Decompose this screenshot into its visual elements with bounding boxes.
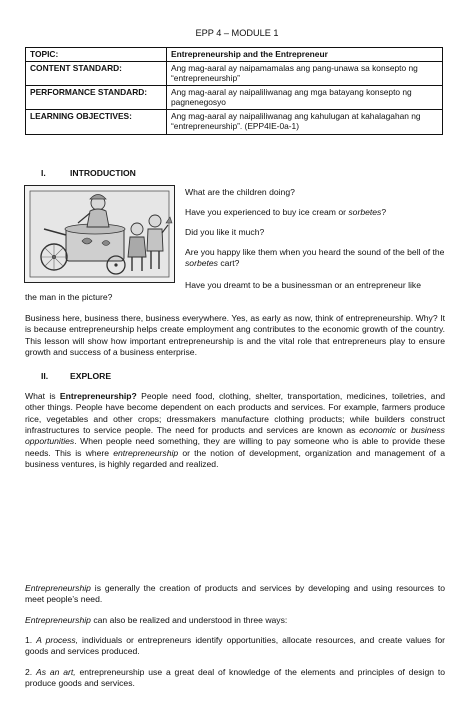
paragraph-text: What is	[25, 391, 60, 401]
content-standard-value: Ang mag-aaral ay naipamamalas ang pang-unawa sa konsepto ng “entrepreneurship”	[167, 62, 443, 86]
intro-question-3: Did you like it much?	[185, 227, 265, 237]
table-row	[26, 86, 443, 110]
list-item	[25, 667, 445, 690]
term-entrepreneurship: Entrepreneurship?	[59, 391, 137, 401]
section-title: INTRODUCTION	[70, 168, 136, 178]
module-info-table	[25, 47, 443, 135]
topic-value: Entrepreneurship and the Entrepreneur	[167, 48, 443, 62]
list-text: individuals or entrepreneurs identify opportunities, allocate resources, and create values for goods and services produced.	[25, 635, 445, 657]
term-business-opportunities: business opportunities	[25, 425, 445, 447]
explore-paragraph	[25, 391, 445, 470]
term-economic: economic	[359, 425, 396, 436]
section-heading-explore	[41, 371, 111, 382]
question-emphasis: sorbetes	[348, 207, 382, 217]
question-text: Are you happy like them when you heard the sound of the bell of the	[185, 247, 445, 257]
table-row	[26, 110, 443, 134]
term-entrepreneurship: Entrepreneurship	[25, 583, 91, 593]
ice-cream-vendor-illustration	[24, 185, 175, 283]
term-entrepreneurship: Entrepreneurship	[25, 615, 91, 625]
list-text: entrepreneurship use a great deal of knowledge of the elements and principles of design to produce goods and services.	[25, 667, 446, 689]
paragraph-text: or the notion of development, organization and management of a business ventures, is highly regarded and realized.	[25, 447, 445, 470]
list-item	[25, 635, 445, 658]
intro-paragraph: Business here, business there, business everywhere. Yes, as early as now, think of entrepreneurship. Why? It is because entrepreneurship helps create employment ang contributes to the economic growth of the country. This lesson will show how important entrepreneurship is and the vital role that entrepreneurs play to ensure growth and success of a business enterprise.	[25, 313, 445, 358]
module-title: EPP 4 – MODULE 1	[195, 28, 279, 38]
list-emphasis: A process,	[36, 635, 79, 645]
question-text: ?	[381, 207, 387, 217]
list-number: 2.	[25, 667, 36, 677]
paragraph-text: is generally the creation of products and services by developing and using resources to meet people’s need.	[25, 583, 445, 605]
question-emphasis: sorbetes	[185, 258, 218, 269]
performance-standard-label: PERFORMANCE STANDARD:	[26, 86, 167, 110]
three-ways-intro	[25, 615, 445, 626]
intro-question-5: Have you dreamt to be a businessman or an entrepreneur like	[185, 280, 421, 290]
paragraph-text: People need food, clothing, shelter, transportation, medicines, toiletries, and other things. People have become dependent on each products and services. For example, farmers produce rice, vegetables and other crops; dressmakers manufacture clothing products; while builders construct infrastructures to service people. The need for products and services are known as	[25, 391, 445, 436]
section-heading-introduction	[41, 168, 136, 179]
section-number: I.	[41, 168, 46, 178]
question-text: Have you experienced to buy ice cream or	[185, 207, 349, 217]
section-number: II.	[41, 371, 49, 381]
paragraph-text: or	[396, 425, 412, 436]
learning-objectives-value: Ang mag-aaral ay naipaliliwanag ang kahulugan at kahalagahan ng “entrepreneurship”. (EPP4IE-0a-1)	[167, 110, 443, 134]
question-text: cart?	[217, 258, 240, 269]
learning-objectives-label: LEARNING OBJECTIVES:	[26, 110, 167, 134]
intro-question-2	[185, 207, 449, 218]
intro-question-5-continued: the man in the picture?	[25, 292, 113, 302]
content-standard-label: CONTENT STANDARD:	[26, 62, 167, 86]
table-row	[26, 62, 443, 86]
intro-question-4	[185, 247, 449, 270]
paragraph-text: can also be realized and understood in three ways:	[90, 615, 288, 625]
performance-standard-value: Ang mag-aaral ay naipaliliwanag ang mga batayang konsepto ng pagnenegosyo	[167, 86, 443, 110]
term-entrepreneurship: entrepreneurship	[113, 447, 179, 458]
table-row	[26, 48, 443, 62]
list-emphasis: As an art,	[36, 667, 76, 677]
paragraph-text: . When people need something, they are willing to pay someone who is able to provide these needs. This is where	[25, 436, 445, 458]
list-number: 1.	[25, 635, 37, 645]
intro-question-1: What are the children doing?	[185, 187, 295, 197]
topic-label: TOPIC:	[26, 48, 167, 62]
definition-paragraph	[25, 583, 445, 606]
section-title: EXPLORE	[70, 371, 112, 381]
